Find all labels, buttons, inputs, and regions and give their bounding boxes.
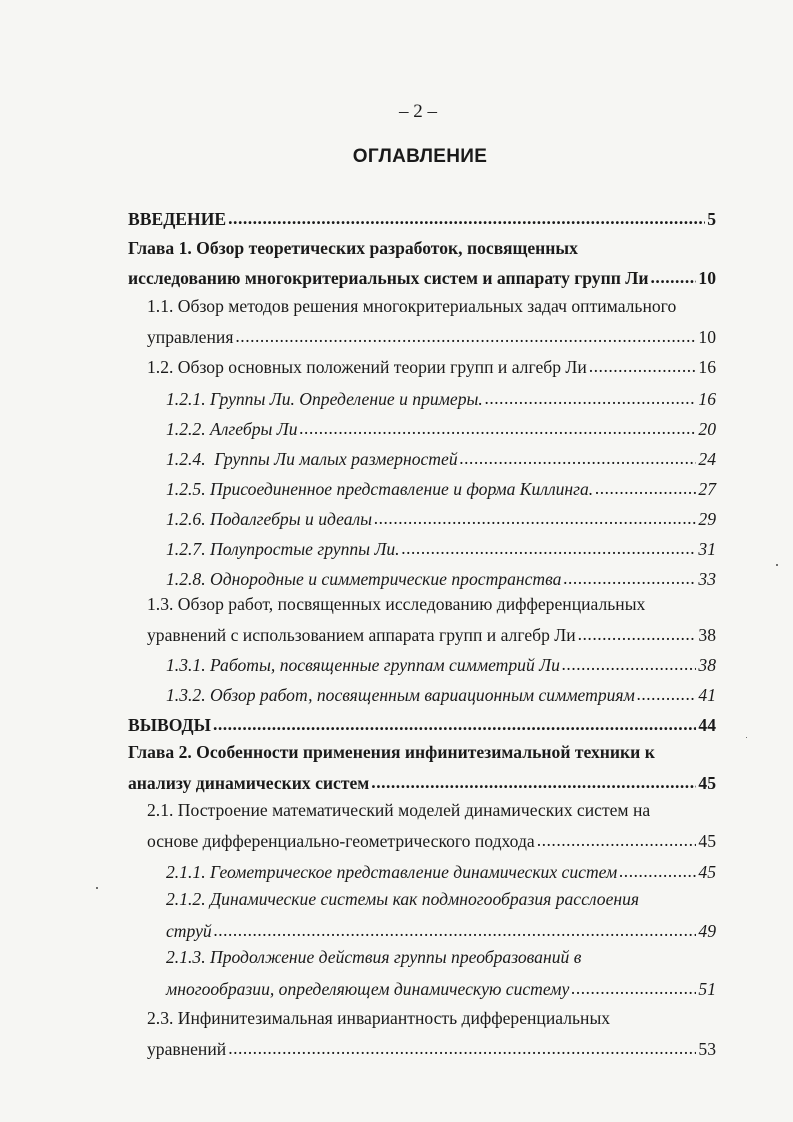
toc-entry-text: струй <box>166 921 212 941</box>
toc-entry-1-2-8[interactable] <box>166 564 716 590</box>
toc-entry-page: 24 <box>698 449 716 469</box>
toc-entry-text: анализу динамических систем <box>128 773 370 793</box>
dot-leader <box>214 920 697 942</box>
toc-entry-page: 33 <box>698 569 716 589</box>
toc-entry-1-2-1[interactable] <box>166 384 716 410</box>
toc-entry-1-3-1[interactable] <box>166 650 716 676</box>
toc-entry-chapter-1[interactable] <box>128 263 716 289</box>
toc-entry-chapter-2-line-1[interactable]: Глава 2. Особенности применения инфинитезимальной техники к <box>128 742 655 762</box>
toc-entry-1-1[interactable] <box>147 322 716 348</box>
toc-entry-2-1-2[interactable] <box>166 916 716 942</box>
toc-entry-1-1-line-1[interactable]: 1.1. Обзор методов решения многокритериальных задач оптимального <box>147 296 677 316</box>
toc-entry-2-1-1[interactable] <box>166 857 716 883</box>
dot-leader <box>563 568 696 590</box>
toc-entry-text: 1.2.6. Подалгебры и идеалы <box>166 509 373 529</box>
toc-entry-1-2-2[interactable] <box>166 414 716 440</box>
toc-entry-1-3[interactable] <box>147 620 716 646</box>
toc-entry-1-3-2[interactable] <box>166 680 716 706</box>
toc-entry-text: многообразии, определяющем динамическую систему <box>166 979 570 999</box>
dot-leader <box>460 448 697 470</box>
toc-entry-page: 45 <box>698 862 716 882</box>
toc-entry-introduction[interactable] <box>128 204 716 230</box>
dot-leader <box>485 388 697 410</box>
toc-entry-2-1-2-line-1[interactable]: 2.1.2. Динамические системы как подмногообразия расслоения <box>166 889 640 909</box>
dot-leader <box>371 772 696 794</box>
toc-entry-text: 1.2.1. Группы Ли. Определение и примеры. <box>166 389 483 409</box>
toc-entry-2-1-3-line-1[interactable]: 2.1.3. Продолжение действия группы преобразований в <box>166 947 582 967</box>
toc-entry-text: 1.3.2. Обзор работ, посвященным вариационным симметриям <box>166 685 635 705</box>
scan-speck <box>746 737 747 738</box>
toc-entry-page: 5 <box>707 209 716 229</box>
toc-entry-text: 1.2.5. Присоединенное представление и форма Киллинга. <box>166 479 594 499</box>
toc-entry-chapter-2[interactable] <box>128 768 716 794</box>
scan-speck <box>96 887 98 889</box>
toc-entry-text: 1.2. Обзор основных положений теории групп и алгебр Ли <box>147 357 587 377</box>
toc-entry-text: исследованию многокритериальных систем и аппарату групп Ли <box>128 268 649 288</box>
toc-entry-page: 10 <box>698 268 716 288</box>
toc-entry-page: 20 <box>698 419 716 439</box>
toc-entry-2-3[interactable] <box>147 1034 716 1060</box>
toc-entry-text: 1.2.7. Полупростые группы Ли. <box>166 539 400 559</box>
dot-leader <box>589 356 697 378</box>
toc-entry-page: 27 <box>698 479 716 499</box>
dot-leader <box>578 624 697 646</box>
toc-entry-2-1[interactable] <box>147 826 716 852</box>
toc-entry-2-1-3[interactable] <box>166 974 716 1000</box>
toc-entry-2-3-line-1[interactable]: 2.3. Инфинитезимальная инвариантность дифференциальных <box>147 1008 611 1028</box>
dot-leader <box>562 654 697 676</box>
toc-entry-text: 1.2.4. Группы Ли малых размерностей <box>166 449 458 469</box>
dot-leader <box>402 538 697 560</box>
toc-entry-1-2[interactable] <box>147 352 716 378</box>
toc-entry-page: 16 <box>698 357 716 377</box>
dot-leader <box>537 830 697 852</box>
dot-leader <box>374 508 696 530</box>
toc-entry-conclusions[interactable] <box>128 710 716 736</box>
scan-speck <box>776 564 778 566</box>
toc-entry-page: 29 <box>698 509 716 529</box>
toc-title: ОГЛАВЛЕНИЕ <box>352 146 488 167</box>
toc-entry-page: 16 <box>698 389 716 409</box>
toc-entry-text: 1.2.2. Алгебры Ли <box>166 419 298 439</box>
toc-entry-text: ВВЕДЕНИЕ <box>128 209 227 229</box>
toc-entry-page: 38 <box>698 655 716 675</box>
toc-entry-page: 49 <box>698 921 716 941</box>
toc-entry-page: 38 <box>698 625 716 645</box>
toc-entry-2-1-line-1[interactable]: 2.1. Построение математический моделей динамических систем на <box>147 800 651 820</box>
toc-entry-page: 45 <box>698 831 716 851</box>
toc-entry-page: 31 <box>698 539 716 559</box>
toc-entry-text: 2.1.1. Геометрическое представление динамических систем <box>166 862 618 882</box>
toc-entry-1-2-4[interactable] <box>166 444 716 470</box>
toc-entry-text: уравнений <box>147 1039 227 1059</box>
dot-leader <box>300 418 697 440</box>
dot-leader <box>235 326 696 348</box>
toc-entry-page: 44 <box>698 715 716 735</box>
dot-leader <box>571 978 696 1000</box>
dot-leader <box>637 684 697 706</box>
toc-entry-1-3-line-1[interactable]: 1.3. Обзор работ, посвященных исследованию дифференциальных <box>147 594 646 614</box>
toc-entry-text: уравнений с использованием аппарата групп и алгебр Ли <box>147 625 576 645</box>
page-number: – 2 – <box>399 101 437 122</box>
toc-entry-text: основе дифференциально-геометрического подхода <box>147 831 535 851</box>
dot-leader <box>228 208 705 230</box>
toc-entry-page: 53 <box>698 1039 716 1059</box>
dot-leader <box>619 861 696 883</box>
toc-entry-1-2-7[interactable] <box>166 534 716 560</box>
toc-entry-chapter-1-line-1[interactable]: Глава 1. Обзор теоретических разработок, посвященных <box>128 238 578 258</box>
dot-leader <box>228 1038 696 1060</box>
toc-entry-text: 1.2.8. Однородные и симметрические пространства <box>166 569 562 589</box>
toc-entry-1-2-5[interactable] <box>166 474 716 500</box>
dot-leader <box>213 714 696 736</box>
toc-entry-text: ВЫВОДЫ <box>128 715 211 735</box>
toc-entry-page: 51 <box>698 979 716 999</box>
toc-entry-page: 41 <box>698 685 716 705</box>
toc-entry-page: 45 <box>698 773 716 793</box>
toc-entry-page: 10 <box>698 327 716 347</box>
toc-entry-1-2-6[interactable] <box>166 504 716 530</box>
toc-entry-text: 1.3.1. Работы, посвященные группам симметрий Ли <box>166 655 560 675</box>
dot-leader <box>651 267 697 289</box>
toc-entry-text: управления <box>147 327 234 347</box>
dot-leader <box>595 478 696 500</box>
